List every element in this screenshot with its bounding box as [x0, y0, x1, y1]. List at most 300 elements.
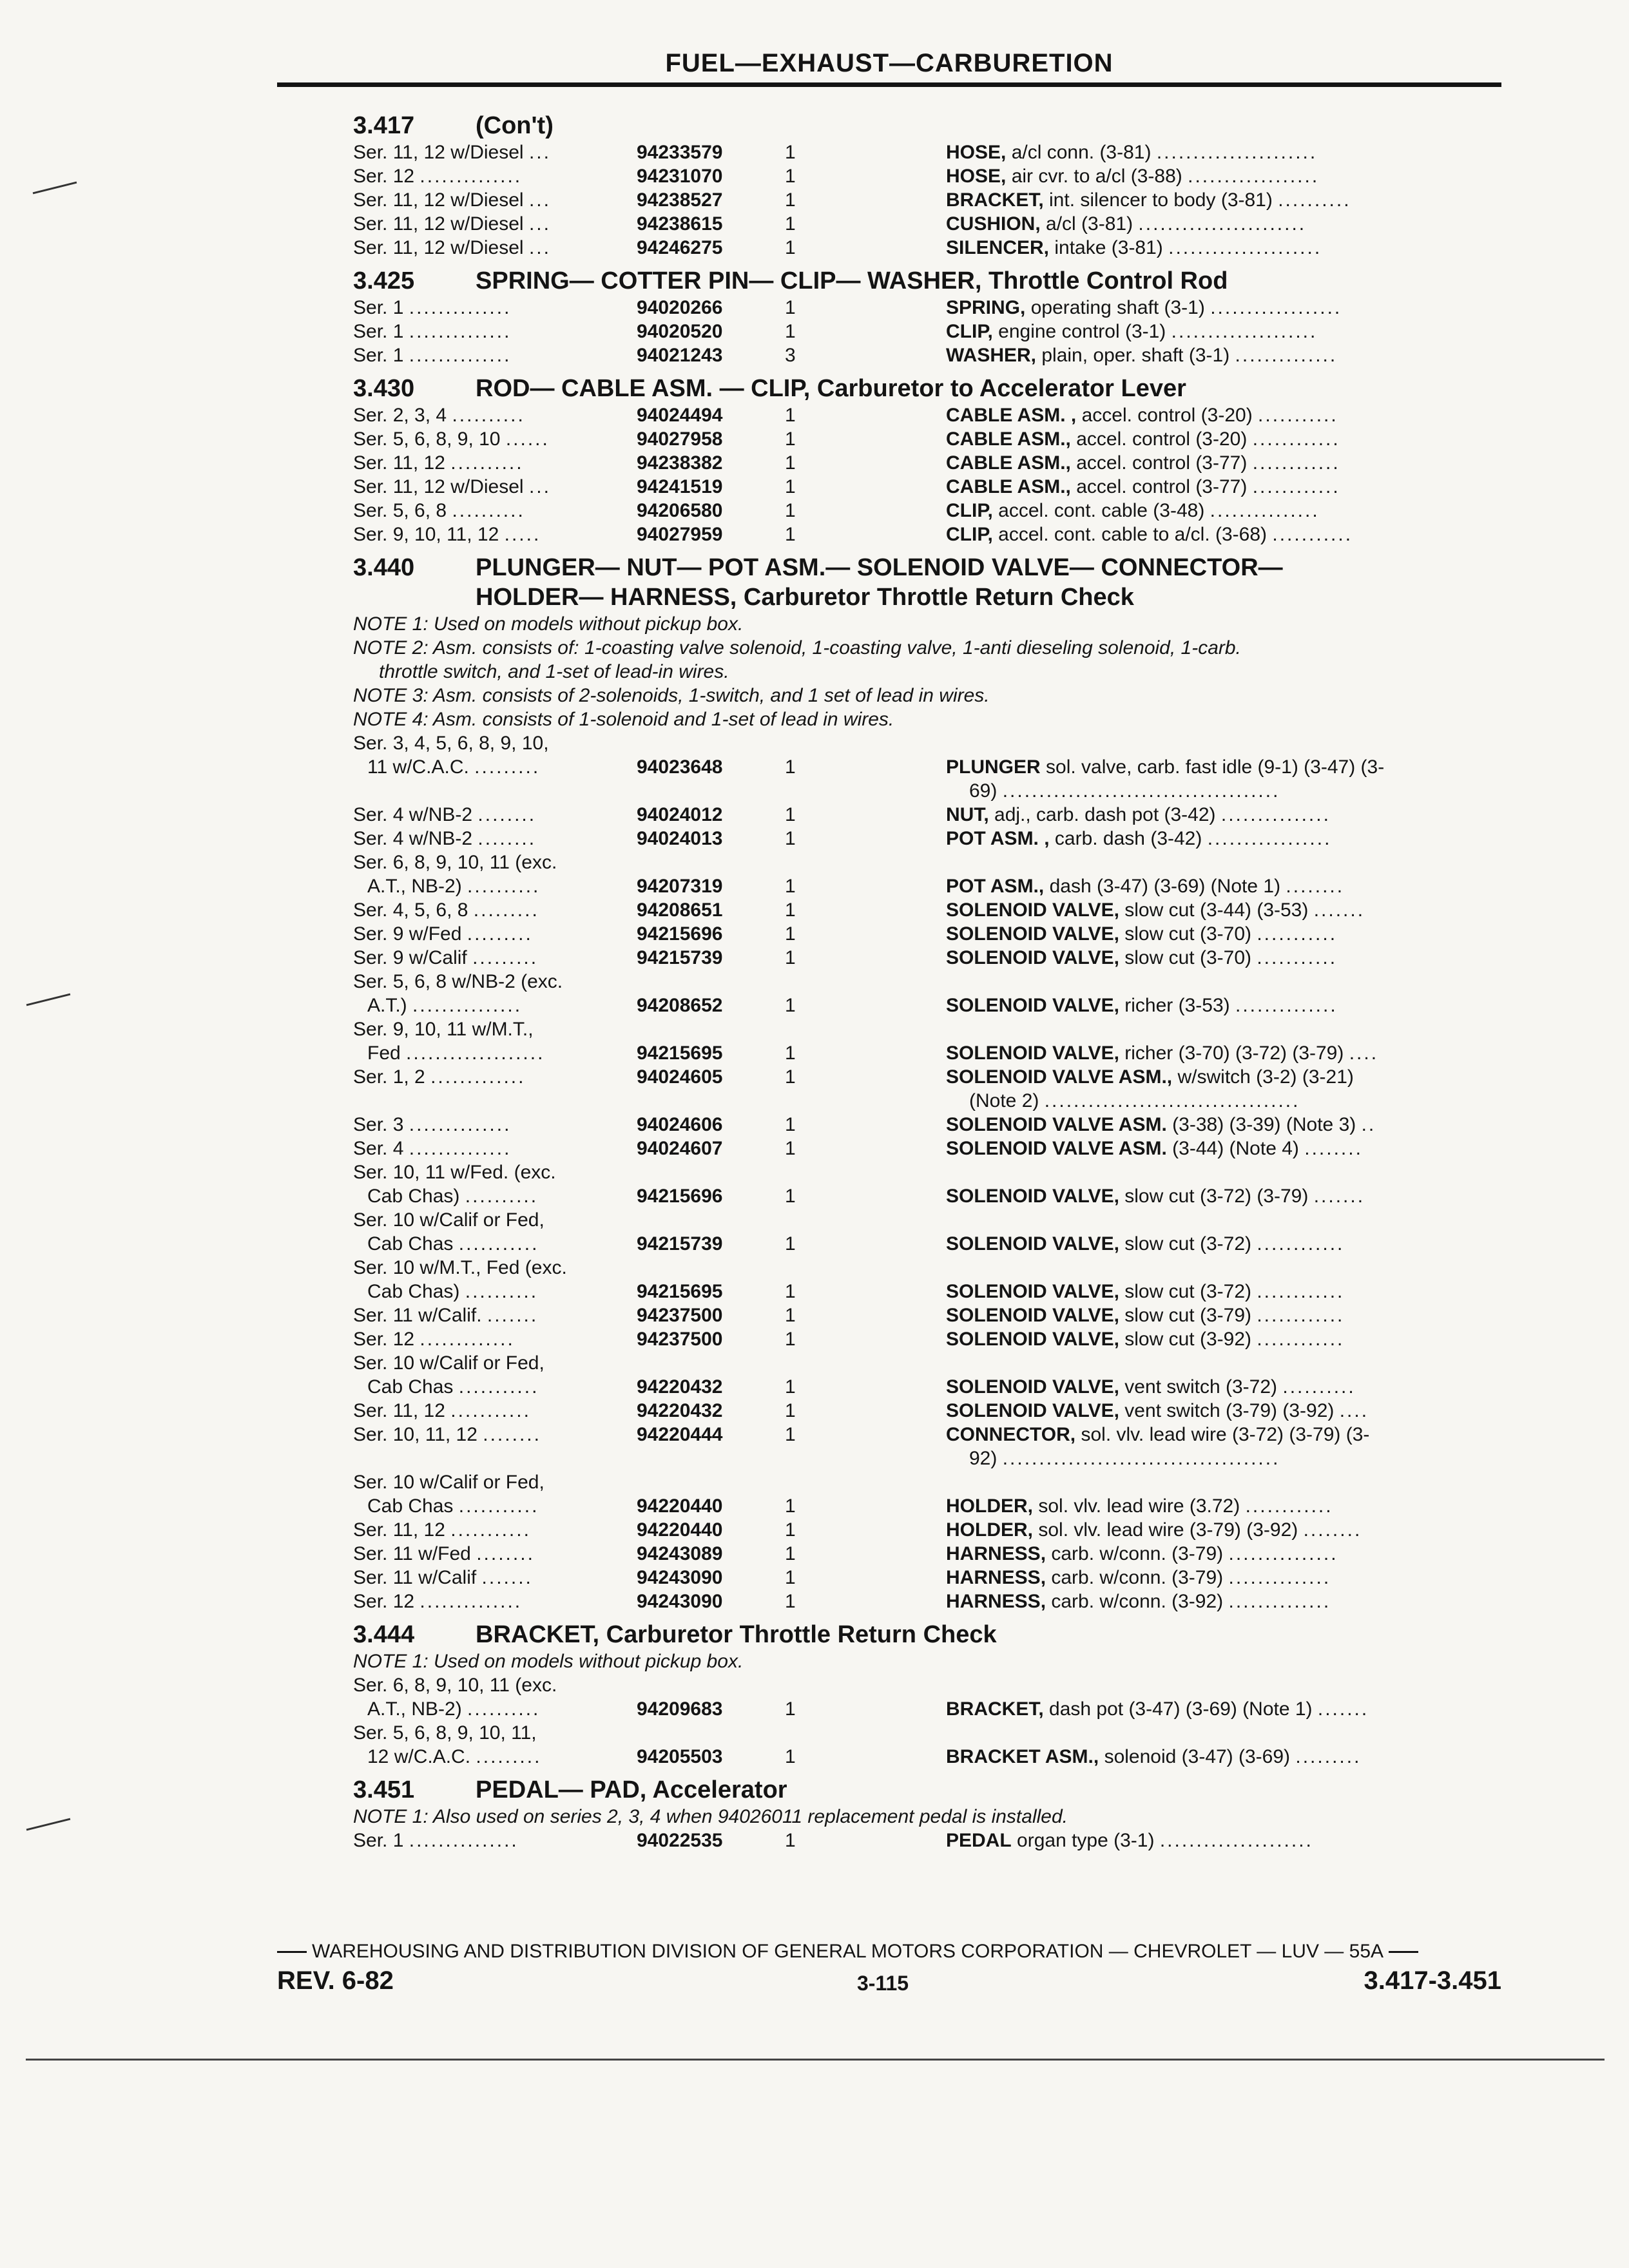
application-text: Ser. 11, 12	[353, 1400, 445, 1421]
application-text: Cab Chas	[367, 1495, 454, 1517]
leader-dots: ........	[477, 804, 537, 825]
quantity: 1	[785, 876, 796, 897]
part-name: PLUNGER	[946, 756, 1041, 778]
section-note: NOTE 4: Asm. consists of 1-solenoid and 1-set of lead in wires.	[353, 709, 894, 730]
table-row	[353, 164, 1500, 188]
description	[946, 427, 1500, 451]
quantity: 1	[785, 1746, 796, 1767]
table-row	[353, 427, 1500, 451]
description	[946, 1542, 1500, 1566]
part-number: 94209683	[637, 1698, 723, 1720]
part-detail: sol. vlv. lead wire (3-79) (3-92)	[1038, 1519, 1298, 1541]
leader-dots: .......	[1313, 899, 1365, 921]
margin-mark	[26, 994, 71, 1006]
application	[353, 343, 637, 367]
application	[353, 755, 637, 803]
application	[353, 1137, 637, 1160]
part-name: HARNESS,	[946, 1543, 1046, 1564]
part-detail: accel. control (3-20)	[1076, 428, 1248, 450]
part-name: SOLENOID VALVE ASM.,	[946, 1066, 1173, 1088]
leader-dots: ......................................	[1002, 780, 1280, 802]
description	[946, 1137, 1500, 1160]
application-text: Ser. 11, 12 w/Diesel	[353, 237, 524, 258]
quantity: 1	[785, 828, 796, 849]
part-detail: dash pot (3-47) (3-69) (Note 1)	[1049, 1698, 1313, 1720]
application-text: Ser. 11 w/Calif	[353, 1567, 477, 1588]
section-title	[476, 1620, 1500, 1649]
description	[946, 1113, 1500, 1137]
table-row	[353, 1494, 1500, 1518]
quantity: 1	[785, 405, 796, 426]
application-text: Ser. 6, 8, 9, 10, 11 (exc.	[353, 852, 557, 873]
section-number: 3.430	[353, 375, 415, 402]
section-title	[476, 1775, 1500, 1805]
description	[946, 1041, 1500, 1065]
part-detail: slow cut (3-72)	[1124, 1233, 1251, 1254]
part-number: 94233579	[637, 142, 723, 163]
application-text: Ser. 1	[353, 345, 404, 366]
part-detail: a/cl conn. (3-81)	[1011, 142, 1152, 163]
quantity: 1	[785, 1043, 796, 1064]
leader-dots: ...	[528, 476, 551, 497]
part-name: HARNESS,	[946, 1591, 1046, 1612]
leader-dots: .........	[472, 947, 539, 968]
leader-dots: ..............	[409, 1138, 512, 1159]
application-text: Ser. 11, 12 w/Diesel	[353, 189, 524, 211]
leader-dots: .......	[481, 1567, 533, 1588]
part-name: BRACKET,	[946, 189, 1044, 211]
part-detail: vent switch (3-79) (3-92)	[1124, 1400, 1335, 1421]
application-text: Ser. 10, 11, 12	[353, 1424, 477, 1445]
application	[353, 1745, 637, 1769]
section-heading	[353, 266, 1500, 296]
leader-dots: ..........	[467, 1698, 541, 1720]
section-number: 3.417	[353, 112, 415, 139]
section-title	[476, 374, 1500, 403]
description	[946, 320, 1500, 343]
application-text: Ser. 11, 12 w/Diesel	[353, 213, 524, 235]
description	[946, 1327, 1500, 1351]
leader-dots: ...............	[412, 995, 523, 1016]
table-row	[353, 475, 1500, 499]
table-row	[353, 1566, 1500, 1590]
title-rule	[277, 82, 1501, 87]
quantity: 1	[785, 1591, 796, 1612]
quantity: 1	[785, 500, 796, 521]
leader-dots: ..	[1361, 1114, 1376, 1135]
application-text: Ser. 9, 10, 11 w/M.T.,	[353, 1019, 534, 1040]
part-name: SOLENOID VALVE,	[946, 1376, 1119, 1398]
leader-dots: ...................................	[1044, 1090, 1300, 1111]
description	[946, 523, 1500, 546]
leader-dots: ............	[1252, 476, 1340, 497]
leader-dots: .........	[473, 899, 539, 921]
part-detail: air cvr. to a/cl (3-88)	[1011, 166, 1182, 187]
leader-dots: ............	[1257, 1281, 1345, 1302]
leader-dots: ........	[476, 1543, 535, 1564]
application-text: Ser. 5, 6, 8, 9, 10, 11,	[353, 1722, 537, 1744]
description	[946, 236, 1500, 260]
application	[353, 1518, 637, 1542]
part-name: SOLENOID VALVE,	[946, 1233, 1119, 1254]
part-detail: carb. w/conn. (3-92)	[1051, 1591, 1224, 1612]
table-row	[353, 1829, 1500, 1852]
leader-dots: ....	[1339, 1400, 1369, 1421]
application-text: Ser. 5, 6, 8	[353, 500, 447, 521]
application-text: Cab Chas)	[367, 1186, 460, 1207]
section-number: 3.451	[353, 1776, 415, 1803]
application	[353, 1160, 637, 1184]
quantity: 1	[785, 1329, 796, 1350]
description	[946, 451, 1500, 475]
table-row	[353, 731, 1500, 755]
application	[353, 1232, 637, 1256]
table-row	[353, 140, 1500, 164]
description	[946, 1697, 1500, 1721]
application	[353, 1590, 637, 1613]
part-detail: carb. dash (3-42)	[1054, 828, 1202, 849]
description	[946, 1829, 1500, 1852]
part-number: 94024494	[637, 405, 723, 426]
leader-dots: ....................	[1171, 321, 1318, 342]
application	[353, 1697, 637, 1721]
description	[946, 803, 1500, 827]
part-number: 94022535	[637, 1830, 723, 1851]
description	[946, 1745, 1500, 1769]
part-number: 94215696	[637, 1186, 723, 1207]
application-text: Ser. 5, 6, 8, 9, 10	[353, 428, 501, 450]
application	[353, 1280, 637, 1303]
table-row	[353, 1518, 1500, 1542]
part-detail: plain, oper. shaft (3-1)	[1041, 345, 1230, 366]
part-number: 94243089	[637, 1543, 723, 1564]
part-number: 94215739	[637, 1233, 723, 1254]
section-note: NOTE 1: Also used on series 2, 3, 4 when 94026011 replacement pedal is installed.	[353, 1806, 1068, 1827]
table-row	[353, 499, 1500, 523]
application-text: Ser. 1	[353, 1830, 404, 1851]
application	[353, 499, 637, 523]
description	[946, 1303, 1500, 1327]
leader-dots: ...	[528, 237, 551, 258]
part-number: 94238382	[637, 452, 723, 474]
parts-listing	[353, 103, 1500, 1852]
part-name: NUT,	[946, 804, 989, 825]
application-text: Ser. 12	[353, 166, 415, 187]
part-name: SOLENOID VALVE,	[946, 947, 1119, 968]
part-name: CLIP,	[946, 524, 993, 545]
table-row	[353, 1208, 1500, 1232]
application	[353, 236, 637, 260]
part-name: SPRING,	[946, 297, 1026, 318]
description	[946, 475, 1500, 499]
leader-dots: ...........	[450, 1400, 531, 1421]
application-text: Ser. 12	[353, 1329, 415, 1350]
part-number: 94215739	[637, 947, 723, 968]
leader-dots: ......	[505, 428, 550, 450]
table-row	[353, 1303, 1500, 1327]
footer-publisher	[277, 1941, 1501, 1963]
leader-dots: .............	[419, 1329, 515, 1350]
application-text: Ser. 3	[353, 1114, 404, 1135]
quantity: 3	[785, 345, 796, 366]
quantity: 1	[785, 142, 796, 163]
quantity: 1	[785, 1138, 796, 1159]
description	[946, 403, 1500, 427]
table-row	[353, 1375, 1500, 1399]
part-detail: operating shaft (3-1)	[1030, 297, 1205, 318]
part-detail: accel. cont. cable to a/cl. (3-68)	[998, 524, 1268, 545]
description	[946, 1375, 1500, 1399]
section-title-line: ROD— CABLE ASM. — CLIP, Carburetor to Accelerator Lever	[476, 375, 1186, 402]
footer-publisher-text: WAREHOUSING AND DISTRIBUTION DIVISION OF GENERAL MOTORS CORPORATION — CHEVROLET — LUV — 55A	[312, 1941, 1384, 1962]
leader-dots: ............	[1257, 1233, 1345, 1254]
application-text: Ser. 10 w/Calif or Fed,	[353, 1209, 545, 1231]
part-detail: richer (3-70) (3-72) (3-79)	[1124, 1043, 1344, 1064]
description	[946, 343, 1500, 367]
leader-dots: ............	[1252, 428, 1340, 450]
application	[353, 1494, 637, 1518]
leader-dots: ...............	[1210, 500, 1320, 521]
application-text: Ser. 11 w/Fed	[353, 1543, 471, 1564]
part-detail: slow cut (3-72) (3-79)	[1124, 1186, 1309, 1207]
part-number: 94021243	[637, 345, 723, 366]
section-note: NOTE 1: Used on models without pickup box.	[353, 1651, 744, 1672]
application-text: Ser. 1	[353, 321, 404, 342]
part-number: 94243090	[637, 1591, 723, 1612]
table-row	[353, 850, 1500, 874]
leader-dots: .........	[476, 1746, 542, 1767]
part-name: HARNESS,	[946, 1567, 1046, 1588]
application	[353, 1470, 637, 1494]
part-name: CABLE ASM.,	[946, 428, 1071, 450]
quantity: 1	[785, 995, 796, 1016]
application-text: Ser. 1, 2	[353, 1066, 425, 1088]
part-name: BRACKET ASM.,	[946, 1746, 1099, 1767]
part-name: SOLENOID VALVE,	[946, 1043, 1119, 1064]
leader-dots: ............	[1252, 452, 1340, 474]
part-detail: adj., carb. dash pot (3-42)	[994, 804, 1216, 825]
part-name: SOLENOID VALVE,	[946, 923, 1119, 945]
table-row	[353, 236, 1500, 260]
part-name: HOLDER,	[946, 1495, 1033, 1517]
application	[353, 1065, 637, 1113]
leader-dots: ..........	[452, 405, 525, 426]
application-text: Cab Chas	[367, 1376, 454, 1398]
application	[353, 427, 637, 451]
leader-dots: .........	[467, 923, 533, 945]
part-name: SOLENOID VALVE ASM.	[946, 1114, 1167, 1135]
part-name: SOLENOID VALVE,	[946, 1400, 1119, 1421]
quantity: 1	[785, 237, 796, 258]
description-continuation: 92)	[969, 1448, 998, 1469]
leader-dots: ...........	[1258, 405, 1338, 426]
leader-dots: ..............	[409, 1114, 512, 1135]
table-row	[353, 296, 1500, 320]
quantity: 1	[785, 1066, 796, 1088]
part-number: 94207319	[637, 876, 723, 897]
application	[353, 296, 637, 320]
part-number: 94220432	[637, 1376, 723, 1398]
table-row	[353, 212, 1500, 236]
description	[946, 946, 1500, 970]
application	[353, 1423, 637, 1470]
part-number: 94220432	[637, 1400, 723, 1421]
description-continuation: 69)	[969, 780, 998, 802]
part-name: CUSHION,	[946, 213, 1041, 235]
application	[353, 827, 637, 850]
leader-dots: ..............	[409, 297, 512, 318]
application-text: Ser. 10 w/Calif or Fed,	[353, 1352, 545, 1374]
description	[946, 755, 1500, 803]
application	[353, 970, 637, 994]
section-title-line: SPRING— COTTER PIN— CLIP— WASHER, Throttle Control Rod	[476, 267, 1228, 294]
section-note: NOTE 2: Asm. consists of: 1-coasting valve solenoid, 1-coasting valve, 1-anti dieseling solenoid, 1-carb.	[353, 637, 1241, 658]
description	[946, 296, 1500, 320]
description-wrap	[946, 779, 1500, 803]
leader-dots: ...............	[1220, 804, 1331, 825]
part-name: CABLE ASM. ,	[946, 405, 1077, 426]
application-text: Ser. 2, 3, 4	[353, 405, 447, 426]
table-row	[353, 523, 1500, 546]
part-detail: sol. vlv. lead wire (3-72) (3-79) (3-	[1081, 1424, 1370, 1445]
part-number: 94208652	[637, 995, 723, 1016]
leader-dots: ...	[528, 142, 551, 163]
application-text: Ser. 4	[353, 1138, 404, 1159]
application	[353, 1208, 637, 1232]
part-number: 94024012	[637, 804, 723, 825]
part-detail: int. silencer to body (3-81)	[1049, 189, 1273, 211]
part-detail: organ type (3-1)	[1017, 1830, 1155, 1851]
table-row	[353, 803, 1500, 827]
application-text: A.T.)	[367, 995, 407, 1016]
leader-dots: ........	[1304, 1138, 1363, 1159]
part-number: 94237500	[637, 1305, 723, 1326]
leader-dots: ..............	[1228, 1591, 1331, 1612]
part-detail: slow cut (3-79)	[1124, 1305, 1251, 1326]
application	[353, 1542, 637, 1566]
application-text: Ser. 6, 8, 9, 10, 11 (exc.	[353, 1675, 557, 1696]
table-row	[353, 827, 1500, 850]
quantity: 1	[785, 923, 796, 945]
leader-dots: ........	[477, 828, 537, 849]
section-number: 3.425	[353, 267, 415, 294]
application	[353, 1303, 637, 1327]
part-detail: accel. cont. cable (3-48)	[998, 500, 1205, 521]
description	[946, 188, 1500, 212]
section-title-line: (Con't)	[476, 112, 554, 139]
application	[353, 320, 637, 343]
part-detail: carb. w/conn. (3-79)	[1051, 1543, 1224, 1564]
application-text: Ser. 10 w/Calif or Fed,	[353, 1472, 545, 1493]
leader-dots: ......................................	[1002, 1448, 1280, 1469]
application	[353, 523, 637, 546]
table-row	[353, 1721, 1500, 1745]
application-text: Ser. 11, 12 w/Diesel	[353, 476, 524, 497]
part-detail: slow cut (3-92)	[1124, 1329, 1251, 1350]
application-text: Ser. 12	[353, 1591, 415, 1612]
part-number: 94208651	[637, 899, 723, 921]
quantity: 1	[785, 804, 796, 825]
quantity: 1	[785, 189, 796, 211]
part-number: 94027958	[637, 428, 723, 450]
leader-dots: ..............	[1228, 1567, 1331, 1588]
leader-dots: ..........	[465, 1186, 539, 1207]
footer-dash	[277, 1951, 307, 1953]
application	[353, 1351, 637, 1375]
table-row	[353, 922, 1500, 946]
section-note: throttle switch, and 1-set of lead-in wires.	[379, 661, 729, 682]
table-row	[353, 1351, 1500, 1375]
table-row	[353, 1041, 1500, 1065]
application	[353, 731, 637, 755]
application-text: Ser. 11 w/Calif.	[353, 1305, 482, 1326]
bottom-rule	[26, 2059, 1605, 2061]
quantity: 1	[785, 756, 796, 778]
part-number: 94220440	[637, 1495, 723, 1517]
application	[353, 1566, 637, 1590]
part-name: WASHER,	[946, 345, 1037, 366]
table-row	[353, 970, 1500, 994]
part-name: HOLDER,	[946, 1519, 1033, 1541]
application	[353, 1113, 637, 1137]
part-number: 94020520	[637, 321, 723, 342]
page-title: FUEL—EXHAUST—CARBURETION	[665, 49, 1113, 77]
quantity: 1	[785, 166, 796, 187]
leader-dots: ..............	[419, 1591, 523, 1612]
part-number: 94205503	[637, 1746, 723, 1767]
application-text: A.T., NB-2)	[367, 876, 462, 897]
leader-dots: ...........	[458, 1233, 539, 1254]
part-number: 94220444	[637, 1424, 723, 1445]
section-title	[476, 266, 1500, 296]
description	[946, 164, 1500, 188]
part-number: 94023648	[637, 756, 723, 778]
part-number: 94215695	[637, 1043, 723, 1064]
leader-dots: ...............	[1228, 1543, 1338, 1564]
part-detail: accel. control (3-77)	[1076, 476, 1248, 497]
application-text: Ser. 11, 12	[353, 452, 445, 474]
quantity: 1	[785, 1233, 796, 1254]
leader-dots: ...........	[450, 1519, 531, 1541]
quantity: 1	[785, 947, 796, 968]
part-name: CABLE ASM.,	[946, 476, 1071, 497]
table-row	[353, 898, 1500, 922]
application-text: Ser. 4 w/NB-2	[353, 804, 473, 825]
leader-dots: ..................	[1188, 166, 1320, 187]
quantity: 1	[785, 899, 796, 921]
application-text: Ser. 5, 6, 8 w/NB-2 (exc.	[353, 971, 563, 992]
application-text: 12 w/C.A.C.	[367, 1746, 471, 1767]
revision-date: REV. 6-82	[277, 1966, 394, 1995]
quantity: 1	[785, 1495, 796, 1517]
leader-dots: ..........	[1282, 1376, 1356, 1398]
leader-dots: .......	[1317, 1698, 1369, 1720]
margin-mark	[26, 1818, 71, 1831]
table-row	[353, 1697, 1500, 1721]
application-text: Ser. 3, 4, 5, 6, 8, 9, 10,	[353, 733, 549, 754]
quantity: 1	[785, 1830, 796, 1851]
part-name: CONNECTOR,	[946, 1424, 1076, 1445]
table-row	[353, 1745, 1500, 1769]
application-text: A.T., NB-2)	[367, 1698, 462, 1720]
part-detail: sol. valve, carb. fast idle (9-1) (3-47) (3-	[1046, 756, 1385, 778]
application	[353, 1017, 637, 1041]
description	[946, 1590, 1500, 1613]
part-detail: w/switch (3-2) (3-21)	[1177, 1066, 1354, 1088]
part-name: CABLE ASM.,	[946, 452, 1071, 474]
part-number: 94024607	[637, 1138, 723, 1159]
table-row	[353, 1399, 1500, 1423]
